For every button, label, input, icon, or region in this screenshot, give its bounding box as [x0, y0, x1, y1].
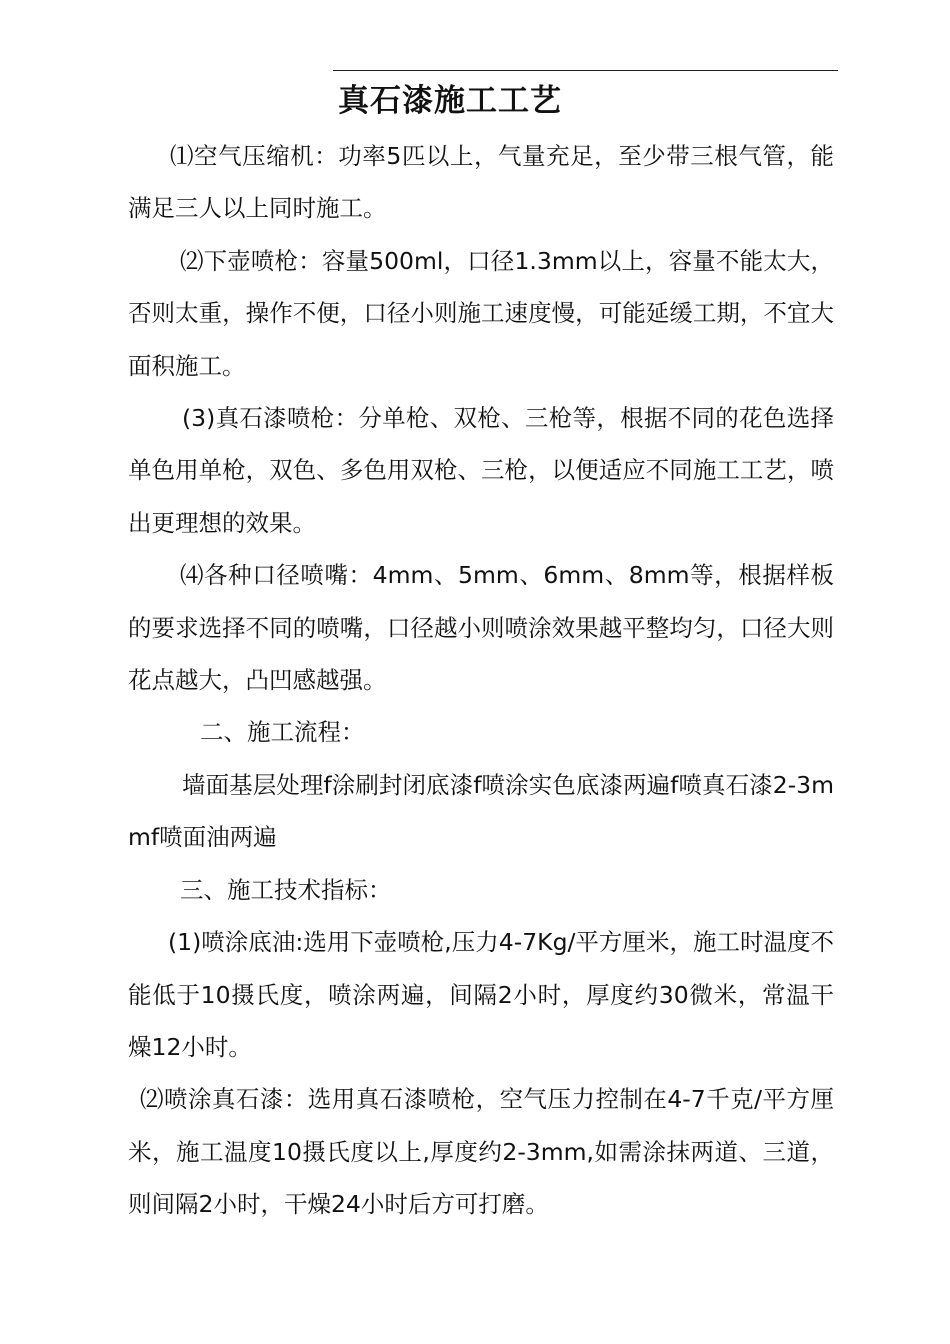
paragraph-process-flow: 墙面基层处理f涂刷封闭底漆f喷涂实色底漆两遍f喷真石漆2-3mmf喷面油两遍: [128, 770, 834, 852]
paragraph-primer-spraying: (1)喷涂底油:选用下壶喷枪,压力4-7Kg/平方厘米，施工时温度不能低于10摄氏度，喷涂两遍，间隔2小时，厚度约30微米，常温干燥12小时。: [128, 928, 834, 1061]
paragraph-nozzles: ⑷各种口径喷嘴：4mm、5mm、6mm、8mm等，根据样板的要求选择不同的喷嘴，口径越小则喷涂效果越平整均匀，口径大则花点越大，凸凹感越强。: [128, 561, 834, 695]
paragraph-lower-pot-spray-gun: ⑵下壶喷枪：容量500ml，口径1.3mm以上，容量不能太大，否则太重，操作不便，口径小则施工速度慢，可能延缓工期，不宜大面积施工。: [128, 246, 834, 380]
section-heading-technical-specs: 三、施工技术指标：: [180, 875, 392, 904]
header-rule: [333, 70, 838, 71]
document-body: [128, 130, 834, 1231]
section-heading-process: 二、施工流程：: [200, 718, 365, 747]
document-title: 真石漆施工工艺: [338, 83, 562, 119]
paragraph-stone-paint-spraying: ⑵喷涂真石漆：选用真石漆喷枪，空气压力控制在4-7千克/平方厘米，施工温度10摄氏度以上,厚度约2-3mm,如需涂抹两道、三道，则间隔2小时，干燥24小时后方可打磨。: [128, 1085, 834, 1219]
paragraph-stone-paint-spray-gun: (3)真石漆喷枪：分单枪、双枪、三枪等，根据不同的花色选择单色用单枪，双色、多色用双枪、三枪，以便适应不同施工工艺，喷出更理想的效果。: [128, 404, 834, 537]
paragraph-air-compressor: ⑴空气压缩机：功率5匹以上，气量充足，至少带三根气管，能满足三人以上同时施工。: [128, 142, 834, 223]
